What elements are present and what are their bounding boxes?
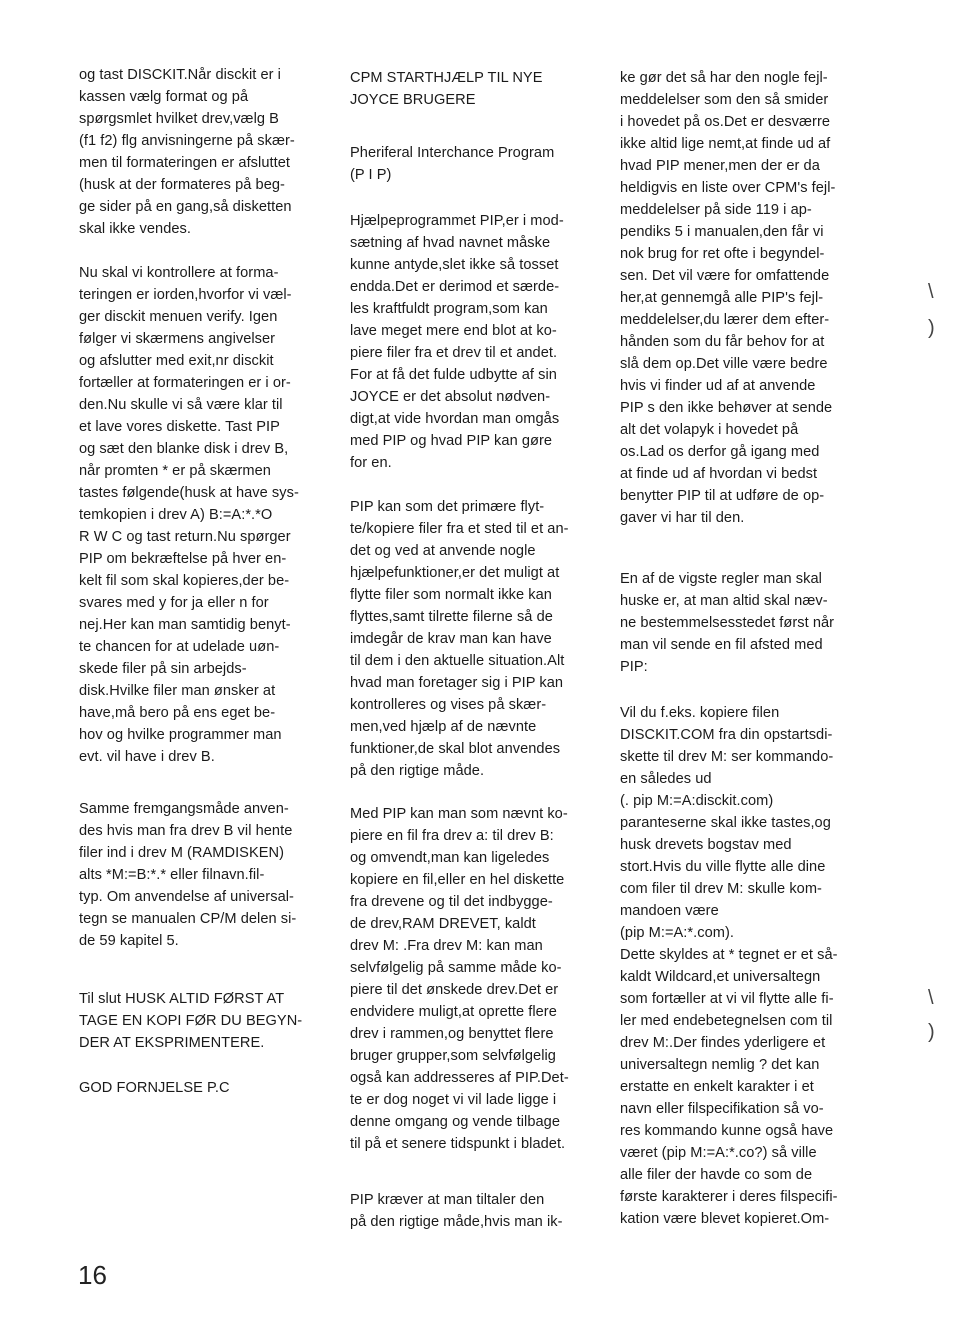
text-line: alts *M:=B:*.* eller filnavn.fil- — [79, 867, 265, 883]
text-line: når promten * er på skærmen — [79, 463, 271, 479]
text-line: des hvis man fra drev B vil hente — [79, 823, 293, 839]
text-line: temkopien i drev A) B:=A:*.*O — [79, 507, 273, 523]
text-line: og sæt den blanke disk i drev B, — [79, 441, 289, 457]
text-line: filer ind i drev M (RAMDISKEN) — [79, 845, 285, 861]
text-line: te er dog noget vi vil lade ligge i — [350, 1092, 557, 1108]
text-line: PIP kræver at man tiltaler den — [350, 1192, 545, 1208]
text-line: piere filer fra et drev til et andet. — [350, 345, 558, 361]
margin-mark: ) — [928, 317, 935, 339]
text-line: de 59 kapitel 5. — [79, 933, 179, 949]
margin-mark: \ — [928, 281, 934, 303]
text-line: bruger grupper,som selvfølgelig — [350, 1048, 556, 1064]
text-line: meddelelser som den så smider — [620, 92, 829, 108]
text-line: hjælpefunktioner,er det muligt at — [350, 565, 560, 581]
text-line: funktioner,de skal blot anvendes — [350, 741, 561, 757]
text-line: te chancen for at udelade uøn- — [79, 639, 280, 655]
text-line: meddelelser,du lærer dem efter- — [620, 312, 830, 328]
text-line: JOYCE BRUGERE — [350, 92, 476, 108]
text-line: til på et senere tidspunkt i bladet. — [350, 1136, 566, 1152]
text-line: Nu skal vi kontrollere at forma- — [79, 265, 279, 281]
text-line: et lave vores diskette. Tast PIP — [79, 419, 280, 435]
text-line: evt. vil have i drev B. — [79, 749, 215, 765]
text-line: res kommando kunne også have — [620, 1123, 834, 1139]
text-line: tastes følgende(husk at have sys- — [79, 485, 299, 501]
text-line: PIP s den ikke behøver at sende — [620, 400, 833, 416]
text-line: kation være blevet kopieret.Om- — [620, 1211, 830, 1227]
text-line: kopiere en fil,eller en hel diskette — [350, 872, 565, 888]
text-line: com filer til drev M: skulle kom- — [620, 881, 822, 897]
text-line: os.Lad os derfor gå igang med — [620, 444, 820, 460]
text-line: på den rigtige måde,hvis man ik- — [350, 1214, 563, 1230]
page-number: 16 — [78, 1260, 107, 1290]
text-line: lave meget mere end blot at ko- — [350, 323, 557, 339]
text-line: Med PIP kan man som nævnt ko- — [350, 806, 568, 822]
text-line: nej.Her kan man samtidig benyt- — [79, 617, 291, 633]
text-line: ke gør det så har den nogle fejl- — [620, 70, 828, 86]
text-line: på den rigtige måde. — [350, 763, 485, 779]
text-line: Til slut HUSK ALTID FØRST AT — [79, 991, 285, 1007]
text-line: endvidere muligt,at oprette flere — [350, 1004, 557, 1020]
text-line: ikke altid lige nemt,at finde ud af — [620, 136, 831, 152]
text-line: PIP om bekræftelse på hver en- — [79, 551, 287, 567]
text-line: alle filer der havde co som de — [620, 1167, 813, 1183]
text-line: piere til det ønskede drev.Det er — [350, 982, 559, 998]
text-line: drev i rammen,og benyttet flere — [350, 1026, 554, 1042]
text-line: spørgsmlet hvilket drev,vælg B — [79, 111, 279, 127]
text-line: (. pip M:=A:disckit.com) — [620, 793, 774, 809]
text-line: skede filer på sin arbejds- — [79, 661, 247, 677]
text-line: været (pip M:=A:*.co?) så ville — [620, 1145, 817, 1161]
text-line: hvad PIP mener,men der er da — [620, 158, 820, 174]
text-line: husk drevets bogstav med — [620, 837, 792, 853]
text-line: benytter PIP til at udføre de op- — [620, 488, 825, 504]
text-line: nok brug for ret ofte i begyndel- — [620, 246, 825, 262]
text-line: heldigvis en liste over CPM's fejl- — [620, 180, 836, 196]
text-line: En af de vigste regler man skal — [620, 571, 822, 587]
text-line: alt det volapyk i hovedet på — [620, 422, 799, 438]
text-line: selvfølgelig på samme måde ko- — [350, 960, 562, 976]
text-line: ge sider på en gang,så disketten — [79, 199, 292, 215]
text-line: svares med y for ja eller n for — [79, 595, 269, 611]
text-line: men til formateringen er afsluttet — [79, 155, 290, 171]
text-line: man vil sende en fil afsted med — [620, 637, 823, 653]
text-line: skal ikke vendes. — [79, 221, 191, 237]
text-line: en således ud — [620, 771, 712, 787]
text-line: (f1 f2) flg anvisningerne på skær- — [79, 133, 295, 149]
text-line: denne omgang og vende tilbage — [350, 1114, 560, 1130]
text-line: drev M: .Fra drev M: kan man — [350, 938, 543, 954]
text-line: de drev,RAM DREVET, kaldt — [350, 916, 536, 932]
text-line: sætning af hvad navnet måske — [350, 235, 551, 251]
text-line: i hovedet på os.Det er desværre — [620, 114, 831, 130]
text-line: meddelelser på side 119 i ap- — [620, 202, 812, 218]
text-line: navn eller filspecifikation så vo- — [620, 1101, 824, 1117]
text-line: tegn se manualen CP/M delen si- — [79, 911, 297, 927]
text-line: drev M:.Der findes yderligere et — [620, 1035, 826, 1051]
text-line: hvis vi finder ud af at anvende — [620, 378, 816, 394]
text-line: fra drevene og til det indbygge- — [350, 894, 553, 910]
text-line: R W C og tast return.Nu spørger — [79, 529, 291, 545]
text-line: skette til drev M: ser kommando- — [620, 749, 834, 765]
text-line: Samme fremgangsmåde anven- — [79, 801, 289, 817]
text-line: flyttes,samt tilrette filerne så de — [350, 609, 553, 625]
text-line: også kan addresseres af PIP.Det- — [350, 1070, 569, 1086]
text-line: ler med endebetegnelsen com til — [620, 1013, 833, 1029]
text-line: og tast DISCKIT.Når disckit er i — [79, 67, 281, 83]
text-line: kontrolleres og vises på skær- — [350, 697, 547, 713]
text-line: huske er, at man altid skal næv- — [620, 593, 828, 609]
text-line: For at få det fulde udbytte af sin — [350, 367, 557, 383]
text-line: til dem i den aktuelle situation.Alt — [350, 653, 565, 669]
text-line: ne bestemmelsesstedet først når — [620, 615, 835, 631]
text-line: men,ved hjælp af de nævnte — [350, 719, 537, 735]
text-line: have,må bero på ens eget be- — [79, 705, 276, 721]
text-line: imdegår de krav man kan have — [350, 631, 552, 647]
text-line: første karakterer i deres filspecifi- — [620, 1189, 838, 1205]
text-line: som fortæller at vi vil flytte alle fi- — [620, 991, 834, 1007]
text-line: ger disckit menuen verify. Igen — [79, 309, 278, 325]
margin-mark: \ — [928, 987, 934, 1009]
text-line: gaver vi har til den. — [620, 510, 745, 526]
text-line: den.Nu skulle vi så være klar til — [79, 397, 283, 413]
text-line: universaltegn nemlig ? det kan — [620, 1057, 820, 1073]
text-line: disk.Hvilke filer man ønsker at — [79, 683, 276, 699]
text-line: teringen er iorden,hvorfor vi væl- — [79, 287, 292, 303]
text-line: kunne antyde,slet ikke så tosset — [350, 257, 559, 273]
text-line: DISCKIT.COM fra din opstartsdi- — [620, 727, 833, 743]
text-line: kassen vælg format og på — [79, 89, 249, 105]
text-line: typ. Om anvendelse af universal- — [79, 889, 294, 905]
text-line: Pheriferal Interchance Program — [350, 145, 555, 161]
text-line: mandoen være — [620, 903, 719, 919]
text-line: PIP: — [620, 659, 648, 675]
text-line: PIP kan som det primære flyt- — [350, 499, 545, 515]
text-line: erstatte en enkelt karakter i et — [620, 1079, 814, 1095]
text-line: Dette skyldes at * tegnet er et så- — [620, 947, 838, 963]
text-line: sen. Det vil være for omfattende — [620, 268, 830, 284]
text-line: slå dem op.Det ville være bedre — [620, 356, 828, 372]
text-line: og omvendt,man kan ligeledes — [350, 850, 550, 866]
text-line: CPM STARTHJÆLP TIL NYE — [350, 70, 543, 86]
text-line: pendiks 5 i manualen,den får vi — [620, 224, 824, 240]
text-line: Hjælpeprogrammet PIP,er i mod- — [350, 213, 564, 229]
text-line: følger vi skærmens angivelser — [79, 331, 276, 347]
text-line: hov og hvilke programmer man — [79, 727, 282, 743]
text-line: TAGE EN KOPI FØR DU BEGYN- — [79, 1013, 303, 1029]
text-line: Vil du f.eks. kopiere filen — [620, 705, 780, 721]
text-line: fortæller at formateringen er i or- — [79, 375, 291, 391]
text-line: paranteserne skal ikke tastes,og — [620, 815, 831, 831]
text-line: endda.Det er derimod et særde- — [350, 279, 560, 295]
text-line: digt,at vide hvordan man omgås — [350, 411, 560, 427]
text-line: DER AT EKSPRIMENTERE. — [79, 1035, 265, 1051]
text-line: piere en fil fra drev a: til drev B: — [350, 828, 554, 844]
text-line: her,at gennemgå alle PIP's fejl- — [620, 290, 824, 306]
text-line: flytte filer som normalt ikke kan — [350, 587, 552, 603]
text-line: kaldt Wildcard,et universaltegn — [620, 969, 821, 985]
text-line: les kraftfuldt program,som kan — [350, 301, 548, 317]
text-line: GOD FORNJELSE P.C — [79, 1080, 230, 1096]
text-line: kelt fil som skal kopieres,der be- — [79, 573, 290, 589]
text-line: hvad man foretager sig i PIP kan — [350, 675, 564, 691]
text-line: det og ved at anvende nogle — [350, 543, 536, 559]
text-line: stort.Hvis du ville flytte alle dine — [620, 859, 826, 875]
text-line: JOYCE er det absolut nødven- — [350, 389, 551, 405]
text-line: for en. — [350, 455, 392, 471]
text-line: og afslutter med exit,nr disckit — [79, 353, 274, 369]
text-line: hånden som du får behov for at — [620, 334, 825, 350]
text-line: med PIP og hvad PIP kan gøre — [350, 433, 553, 449]
text-line: (pip M:=A:*.com). — [620, 925, 734, 941]
text-line: (husk at der formateres på beg- — [79, 177, 285, 193]
margin-mark: ) — [928, 1021, 935, 1043]
text-line: (P I P) — [350, 167, 392, 183]
text-line: at finde ud af hvordan vi bedst — [620, 466, 818, 482]
text-line: te/kopiere filer fra et sted til et an- — [350, 521, 569, 537]
